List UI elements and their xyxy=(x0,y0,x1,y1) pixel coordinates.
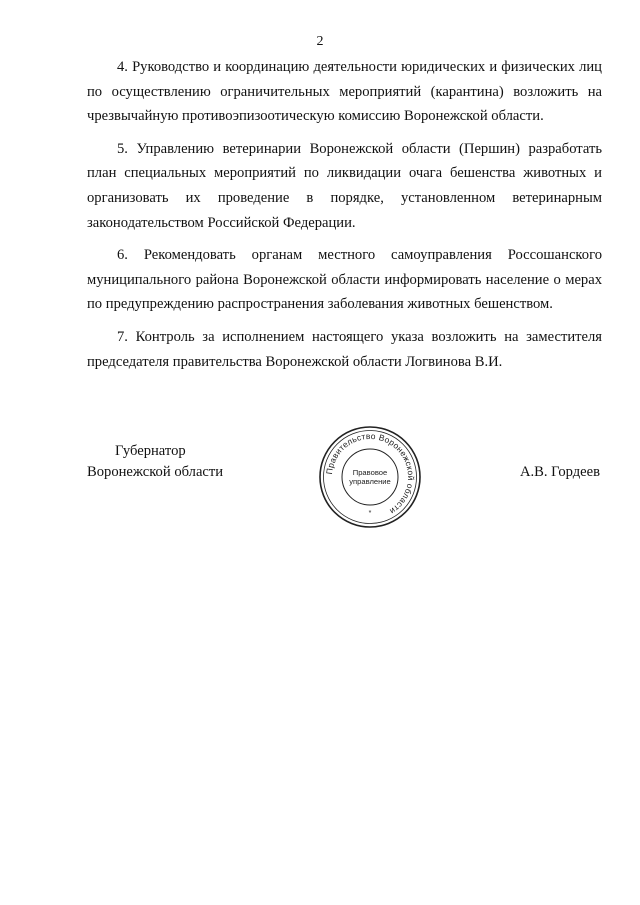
paragraph-7: 7. Контроль за исполнением настоящего указа возложить на заместителя председателя правительства Воронежской области Логвинова В.И. xyxy=(87,328,602,370)
document-body xyxy=(87,55,602,382)
paragraph-6: 6. Рекомендовать органам местного самоуправления Россошанского муниципального района Воронежской области информировать население о мерах по предупреждению распространения заболевания животных бешенством. xyxy=(87,247,602,313)
page-number: 2 xyxy=(316,34,324,49)
stamp-star: * xyxy=(368,510,372,517)
paragraph-5: 5. Управлению ветеринарии Воронежской области (Першин) разработать план специальных мероприятий по ликвидации очага бешенства животных и организовать их проведение в порядке, установленном ветеринарным законодательством Российской Федерации. xyxy=(87,140,602,231)
signatory-title-line-2: Воронежской области xyxy=(87,464,224,480)
signatory-title-line-1: Губернатор xyxy=(115,443,186,459)
signatory-name: А.В. Гордеев xyxy=(519,464,600,480)
official-stamp xyxy=(317,424,423,530)
stamp-center-line-2: управление xyxy=(349,477,391,486)
paragraph-4: 4. Руководство и координацию деятельности юридических и физических лиц по осуществлению ограничительных мероприятий (карантина) возложить на чрезвычайную противоэпизоотическую комиссию Воронежской области. xyxy=(87,59,602,125)
stamp-ring-text: Правительство Воронежской области xyxy=(324,430,417,517)
stamp-center-line-1: Правовое xyxy=(352,468,388,477)
signatory-title xyxy=(87,441,223,483)
